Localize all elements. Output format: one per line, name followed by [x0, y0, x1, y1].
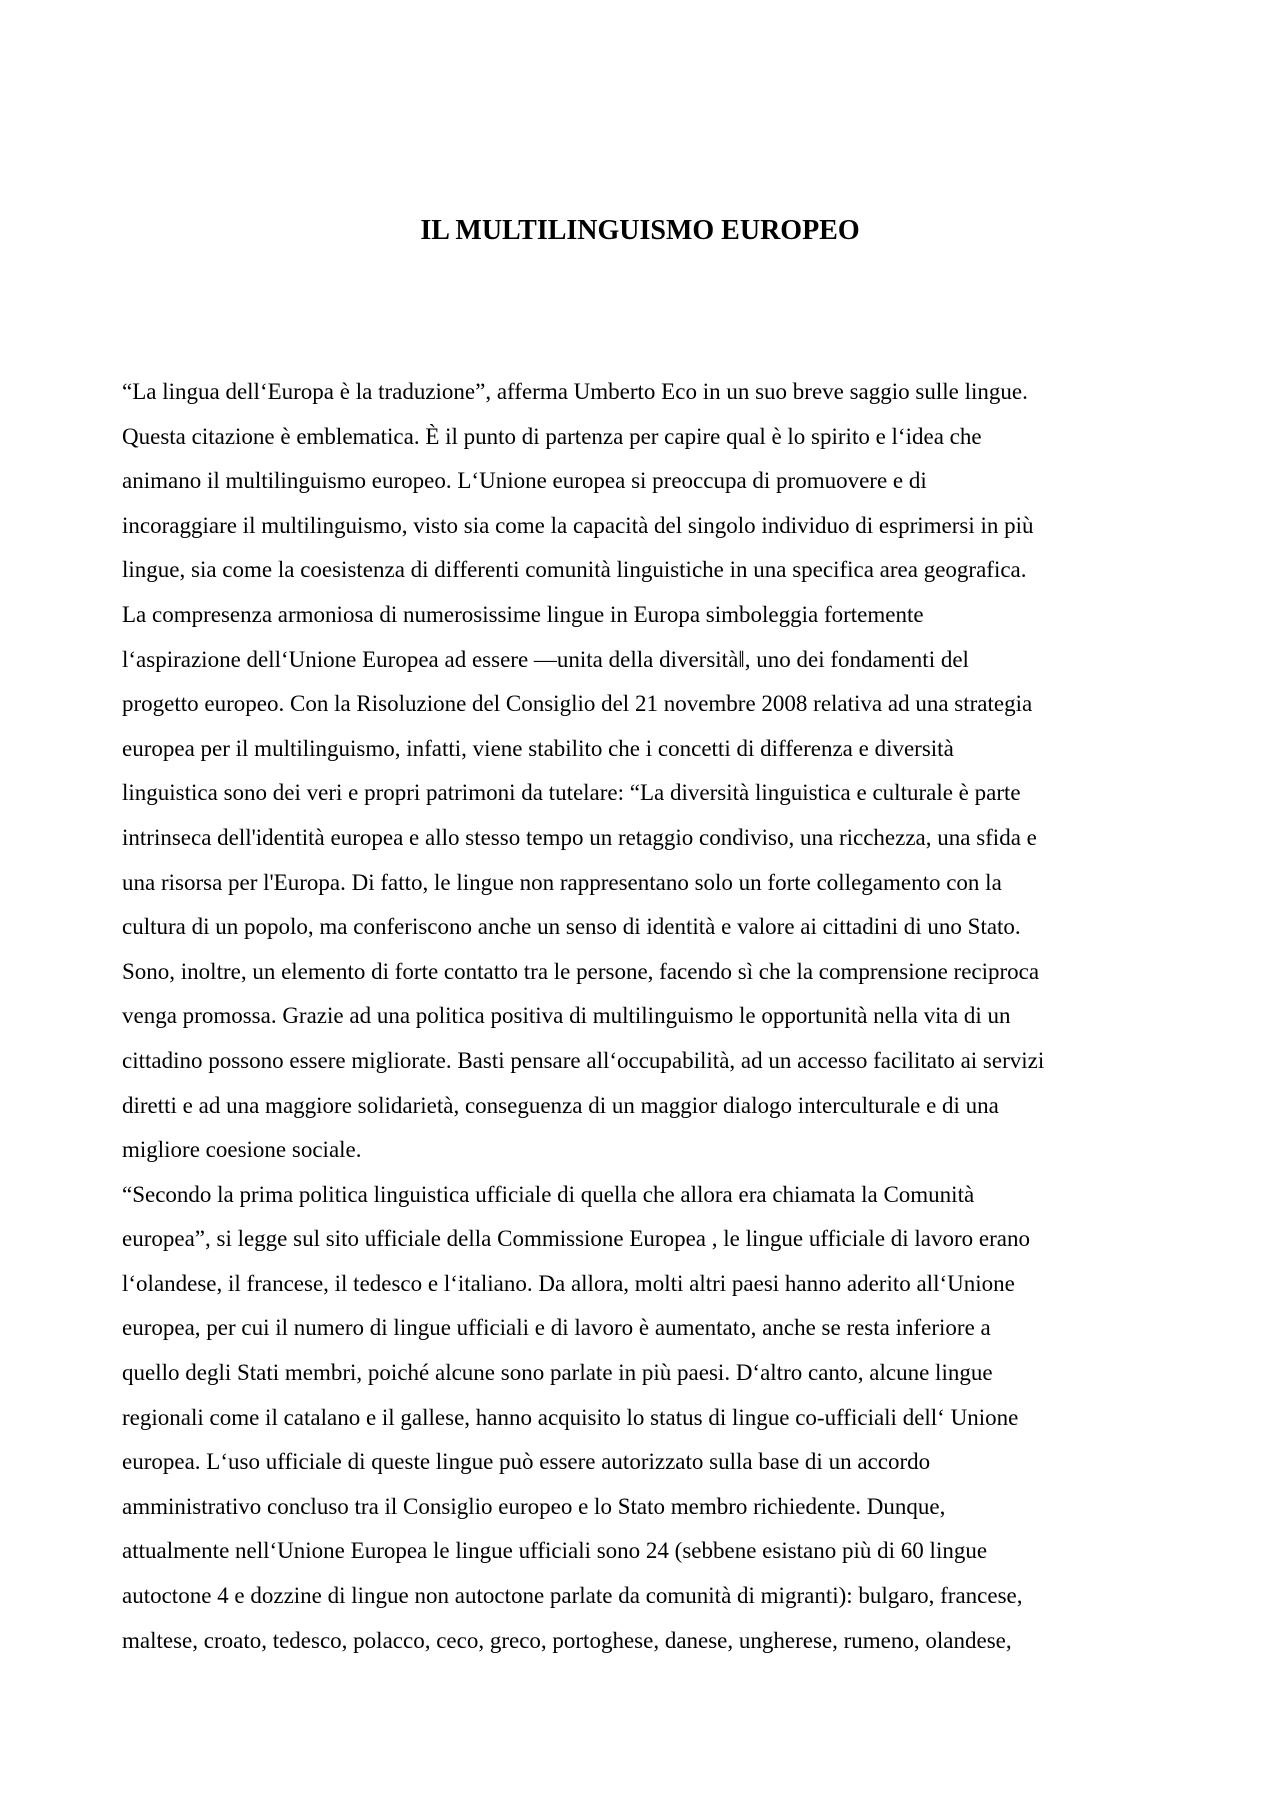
body-line: migliore coesione sociale.: [122, 1137, 362, 1163]
body-line: autoctone 4 e dozzine di lingue non autoctone parlate da comunità di migranti): bulgaro, francese,: [122, 1583, 1023, 1609]
body-line: “La lingua dell‘Europa è la traduzione”, afferma Umberto Eco in un suo breve saggio sulle lingue.: [122, 379, 1028, 404]
body-line: l‘aspirazione dell‘Unione Europea ad essere ―unita della diversità‖, uno dei fondamenti del: [122, 646, 969, 672]
body-line: quello degli Stati membri, poiché alcune sono parlate in più paesi. D‘altro canto, alcune lingue: [122, 1360, 993, 1386]
body-line: regionali come il catalano e il gallese, hanno acquisito lo status di lingue co-ufficiali dell‘ Unione: [122, 1404, 1019, 1430]
body-line: europea, per cui il numero di lingue ufficiali e di lavoro è aumentato, anche se resta inferiore a: [122, 1315, 991, 1341]
body-line: animano il multilinguismo europeo. L‘Unione europea si preoccupa di promuovere e di: [122, 468, 927, 494]
body-line: maltese, croato, tedesco, polacco, ceco, greco, portoghese, danese, ungherese, rumeno, olandese,: [122, 1627, 1012, 1653]
body-line: lingue, sia come la coesistenza di differenti comunità linguistiche in una specifica area geografica.: [122, 557, 1027, 583]
body-line: Sono, inoltre, un elemento di forte contatto tra le persone, facendo sì che la comprensione reciproca: [122, 958, 1040, 984]
body-line: l‘olandese, il francese, il tedesco e l‘italiano. Da allora, molti altri paesi hanno aderito all‘Unione: [122, 1270, 1015, 1296]
body-line: cittadino possono essere migliorate. Basti pensare all‘occupabilità, ad un accesso facilitato ai servizi: [122, 1047, 1045, 1073]
body-line: cultura di un popolo, ma conferiscono anche un senso di identità e valore ai cittadini di uno Stato.: [122, 914, 1021, 940]
body-line: progetto europeo. Con la Risoluzione del Consiglio del 21 novembre 2008 relativa ad una strategia: [122, 691, 1033, 717]
body-line: una risorsa per l'Europa. Di fatto, le lingue non rappresentano solo un forte collegamento con la: [122, 869, 1002, 895]
body-line: incoraggiare il multilinguismo, visto sia come la capacità del singolo individuo di esprimersi in più: [122, 512, 1034, 538]
body-line: linguistica sono dei veri e propri patrimoni da tutelare: “La diversità linguistica e culturale è parte: [122, 780, 1021, 806]
body-line: attualmente nell‘Unione Europea le lingue ufficiali sono 24 (sebbene esistano più di 60 lingue: [122, 1538, 988, 1564]
body-line: La compresenza armoniosa di numerosissime lingue in Europa simboleggia fortemente: [122, 601, 924, 627]
body-line: intrinseca dell'identità europea e allo stesso tempo un retaggio condiviso, una ricchezza, una sfida e: [122, 824, 1037, 850]
body-line: europea per il multilinguismo, infatti, viene stabilito che i concetti di differenza e diversità: [122, 735, 954, 761]
body-line: Questa citazione è emblematica. È il punto di partenza per capire qual è lo spirito e l‘idea che: [122, 423, 982, 449]
body-line: venga promossa. Grazie ad una politica positiva di multilinguismo le opportunità nella vita di un: [122, 1003, 1011, 1029]
body-line: europea”, si legge sul sito ufficiale della Commissione Europea , le lingue ufficiale di lavoro erano: [122, 1226, 1031, 1252]
body-line: “Secondo la prima politica linguistica ufficiale di quella che allora era chiamata la Comunità: [122, 1181, 975, 1207]
body-line: amministrativo concluso tra il Consiglio europeo e lo Stato membro richiedente. Dunque,: [122, 1493, 946, 1519]
document-body: [122, 370, 1167, 1663]
document-title: IL MULTILINGUISMO EUROPEO: [420, 215, 860, 246]
body-line: diretti e ad una maggiore solidarietà, conseguenza di un maggior dialogo interculturale e di una: [122, 1092, 999, 1118]
body-line: europea. L‘uso ufficiale di queste lingue può essere autorizzato sulla base di un accordo: [122, 1449, 931, 1475]
